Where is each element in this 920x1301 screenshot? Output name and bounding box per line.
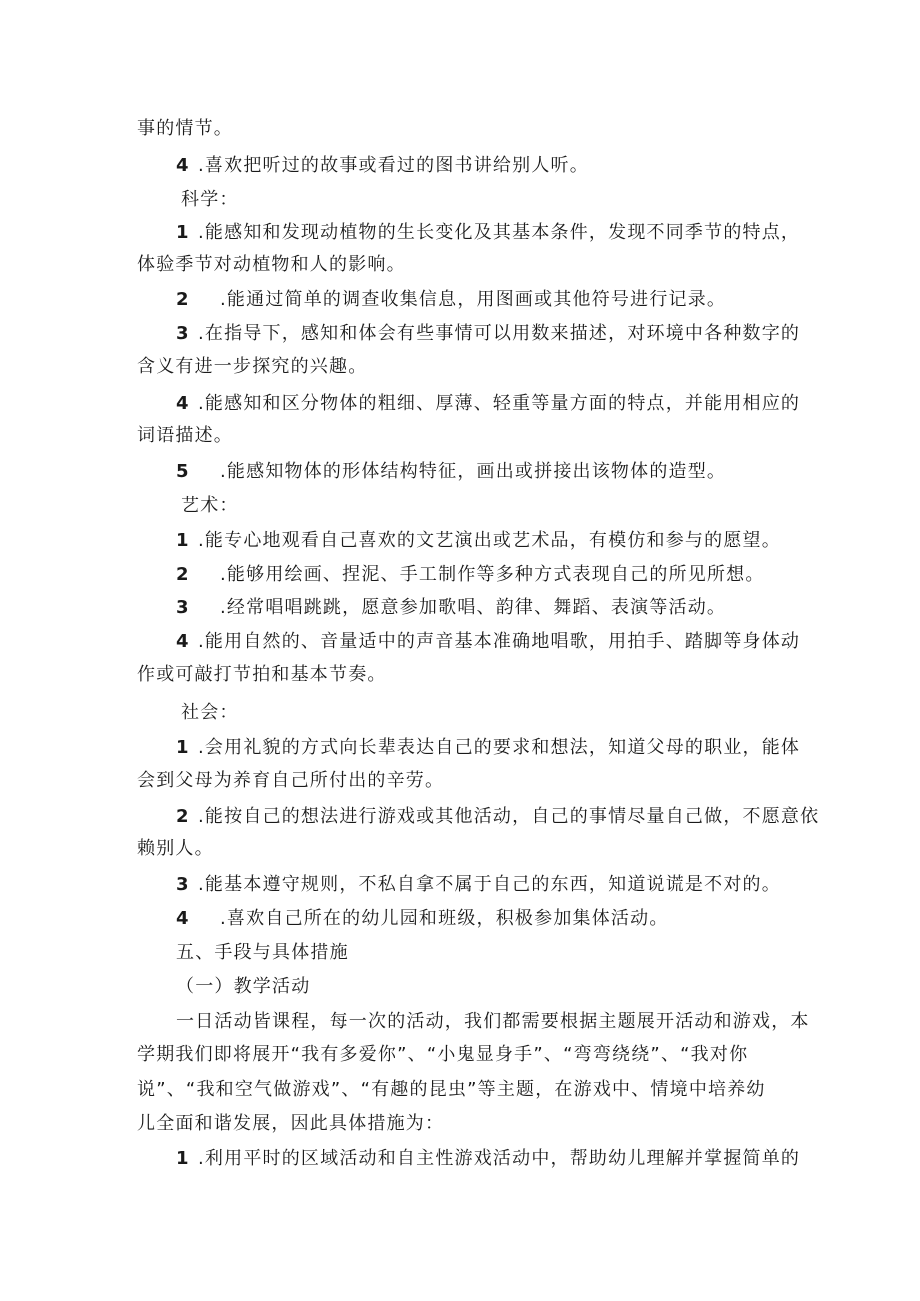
society-heading: 社会： [181, 702, 239, 723]
item-number: 1 [176, 222, 190, 243]
item-number: 5 [176, 461, 190, 482]
science-item-1-cont: 体验季节对动植物和人的影响。 [137, 254, 406, 275]
science-item-3: 3 .在指导下，感知和体会有些事情可以用数来描述，对环境中各种数字的 [176, 323, 801, 344]
society-item-2: 2 .能按自己的想法进行游戏或其他活动，自己的事情尽量自己做，不愿意依 [176, 806, 820, 827]
science-item-2: 2 .能通过简单的调查收集信息，用图画或其他符号进行记录。 [176, 289, 727, 310]
society-item-2-cont: 赖别人。 [137, 838, 214, 859]
art-item-4: 4 .能用自然的、音量适中的声音基本准确地唱歌，用拍手、踏脚等身体动 [176, 631, 801, 652]
section-five-paragraph-line-1: 一日活动皆课程，每一次的活动，我们都需要根据主题展开活动和游戏，本 [176, 1011, 810, 1032]
item-number: 4 [176, 908, 190, 929]
item-number: 2 [176, 289, 190, 310]
society-item-1-cont: 会到父母为养育自己所付出的辛劳。 [137, 770, 445, 791]
item-number: 1 [176, 737, 190, 758]
art-heading: 艺术： [181, 495, 239, 516]
society-item-3: 3 .能基本遵守规则，不私自拿不属于自己的东西，知道说谎是不对的。 [176, 874, 781, 895]
item-number: 1 [176, 530, 190, 551]
science-item-1: 1 .能感知和发现动植物的生长变化及其基本条件，发现不同季节的特点， [176, 222, 801, 243]
teaching-activity-subheading: （一）教学活动 [176, 976, 311, 997]
science-heading: 科学： [181, 189, 239, 210]
art-item-4-cont: 作或可敲打节拍和基本节奏。 [137, 664, 387, 685]
item-number: 3 [176, 597, 190, 618]
art-item-3: 3 .经常唱唱跳跳，愿意参加歌唱、韵律、舞蹈、表演等活动。 [176, 597, 727, 618]
item-number: 4 [176, 155, 190, 176]
item-number: 4 [176, 631, 190, 652]
art-item-1: 1 .能专心地观看自己喜欢的文艺演出或艺术品，有模仿和参与的愿望。 [176, 530, 781, 551]
item-number: 2 [176, 806, 190, 827]
item-number: 3 [176, 874, 190, 895]
art-item-2: 2 .能够用绘画、捏泥、手工制作等多种方式表现自己的所见所想。 [176, 564, 765, 585]
science-item-3-cont: 含义有进一步探究的兴趣。 [137, 356, 368, 377]
language-item-4: 4 .喜欢把听过的故事或看过的图书讲给别人听。 [176, 155, 589, 176]
section-five-heading: 五、手段与具体措施 [176, 942, 349, 963]
section-five-paragraph-line-3: 说”、“我和空气做游戏”、“有趣的昆虫”等主题，在游戏中、情境中培养幼 [137, 1079, 766, 1100]
item-number: 4 [176, 393, 190, 414]
measure-item-1: 1 .利用平时的区域活动和自主性游戏活动中，帮助幼儿理解并掌握简单的 [176, 1148, 801, 1169]
section-five-paragraph-line-2: 学期我们即将展开“我有多爱你”、“小鬼显身手”、“弯弯绕绕”、“我对你 [137, 1044, 749, 1065]
science-item-5: 5 .能感知物体的形体结构特征，画出或拼接出该物体的造型。 [176, 461, 727, 482]
society-item-1: 1 .会用礼貌的方式向长辈表达自己的要求和想法，知道父母的职业，能体 [176, 737, 801, 758]
item-number: 3 [176, 323, 190, 344]
paragraph-continuation: 事的情节。 [137, 118, 233, 139]
item-number: 1 [176, 1148, 190, 1169]
section-five-paragraph-line-4: 儿全面和谐发展，因此具体措施为： [137, 1113, 445, 1134]
science-item-4-cont: 词语描述。 [137, 425, 233, 446]
science-item-4: 4 .能感知和区分物体的粗细、厚薄、轻重等量方面的特点，并能用相应的 [176, 393, 801, 414]
item-number: 2 [176, 564, 190, 585]
society-item-4: 4 .喜欢自己所在的幼儿园和班级，积极参加集体活动。 [176, 908, 669, 929]
